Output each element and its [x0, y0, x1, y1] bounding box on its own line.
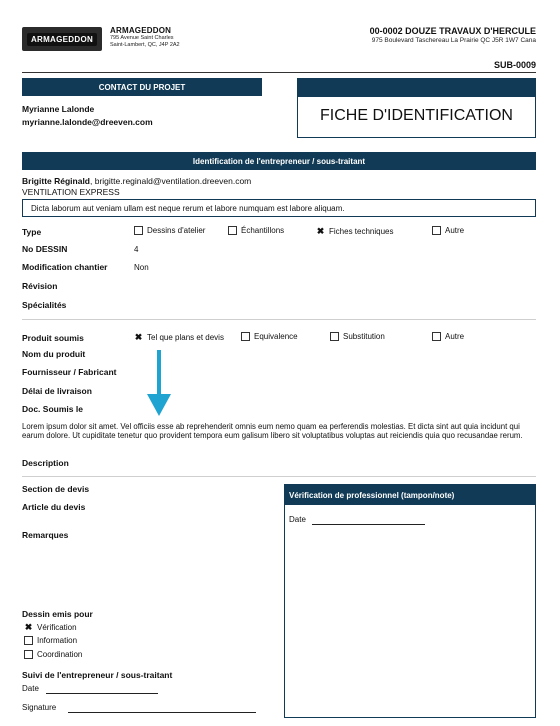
type-option-echantillons[interactable]: Échantillons — [228, 226, 284, 235]
fournisseur-label: Fournisseur / Fabricant — [22, 367, 117, 377]
contractor-company: VENTILATION EXPRESS — [22, 187, 120, 197]
verification-header: Vérification de professionnel (tampon/note) — [285, 485, 535, 505]
dessin-option-coordination[interactable]: Coordination — [24, 650, 82, 659]
suivi-label: Suivi de l'entrepreneur / sous-traitant — [22, 670, 173, 680]
verification-box — [284, 484, 536, 718]
checkbox-empty[interactable] — [228, 226, 237, 235]
description-text: Lorem ipsum dolor sit amet. Vel officiis esse ab reprehenderit omnis eum nemo quam ea perferendis molestias. Et dicta sint aut quia incidunt qui earum dolore. Ut cupiditate tenetur quo provident tempora eum galisum libero sit voluptatibus voluptas aut reiciendis quia quo recusandae rerum. — [22, 422, 523, 440]
type-label: Type — [22, 227, 42, 237]
contact-header: CONTACT DU PROJET — [22, 78, 262, 96]
section-devis-label: Section de devis — [22, 484, 90, 494]
delai-label: Délai de livraison — [22, 386, 92, 396]
contractor-note: Dicta laborum aut veniam ullam est neque rerum et labore numquam est labore aliquam. — [22, 199, 536, 217]
description-label: Description — [22, 458, 69, 468]
checkbox-empty[interactable] — [432, 226, 441, 235]
contact-email: myrianne.lalonde@dreeven.com — [22, 117, 153, 127]
modification-value: Non — [134, 263, 149, 272]
produit-option-equivalence[interactable]: Equivalence — [241, 332, 298, 341]
submission-code: SUB-0009 — [493, 60, 536, 70]
project-address: 975 Boulevard Taschereau La Prairie QC J5R 1W7 Cana — [371, 37, 536, 44]
checkbox-empty[interactable] — [24, 636, 33, 645]
checkbox-checked-icon[interactable]: ✖ — [316, 226, 325, 236]
modification-label: Modification chantier — [22, 262, 108, 272]
produit-option-autre[interactable]: Autre — [432, 332, 464, 341]
contact-name: Myrianne Lalonde — [22, 104, 95, 114]
date-label: Date — [22, 684, 39, 693]
signature-line[interactable] — [68, 712, 256, 713]
produit-label: Produit soumis — [22, 333, 84, 343]
article-devis-label: Article du devis — [22, 502, 86, 512]
type-option-dessins[interactable]: Dessins d'atelier — [134, 226, 205, 235]
specialites-label: Spécialités — [22, 300, 67, 310]
identification-header: Identification de l'entrepreneur / sous-traitant — [22, 152, 536, 170]
type-option-fiches[interactable]: ✖ Fiches techniques — [316, 226, 394, 236]
contractor-email: , brigitte.reginald@ventilation.dreeven.com — [90, 176, 252, 186]
checkbox-checked-icon[interactable]: ✖ — [24, 622, 33, 632]
revision-label: Révision — [22, 281, 58, 291]
section-divider — [22, 476, 536, 477]
checkbox-empty[interactable] — [241, 332, 250, 341]
checkbox-checked-icon[interactable]: ✖ — [134, 332, 143, 342]
company-address-line2: Saint-Lambert, QC, J4P 2A2 — [110, 41, 180, 48]
company-logo: ARMAGEDDON — [22, 27, 102, 51]
checkbox-empty[interactable] — [24, 650, 33, 659]
doc-soumis-label: Doc. Soumis le — [22, 404, 83, 414]
header-divider — [22, 72, 536, 73]
arrow-down-icon-head — [147, 394, 171, 416]
remarques-label: Remarques — [22, 530, 69, 540]
signature-label: Signature — [22, 703, 57, 712]
no-dessin-value: 4 — [134, 245, 139, 254]
checkbox-empty[interactable] — [134, 226, 143, 235]
fiche-title-bar — [298, 79, 535, 97]
company-address — [110, 35, 220, 48]
dessin-option-verification[interactable]: ✖ Vérification — [24, 622, 77, 632]
type-option-autre[interactable]: Autre — [432, 226, 464, 235]
fiche-title-box — [297, 78, 536, 138]
contractor-line — [22, 176, 251, 186]
verification-date-line[interactable] — [312, 524, 425, 525]
dessin-option-information[interactable]: Information — [24, 636, 77, 645]
date-line[interactable] — [46, 693, 158, 694]
checkbox-empty[interactable] — [432, 332, 441, 341]
company-name: ARMAGEDDON — [110, 26, 172, 35]
verification-date-label: Date — [289, 515, 306, 524]
produit-option-substitution[interactable]: Substitution — [330, 332, 385, 341]
fiche-title: FICHE D'IDENTIFICATION — [320, 107, 513, 124]
dessin-emis-label: Dessin emis pour — [22, 609, 93, 619]
project-title: 00-0002 DOUZE TRAVAUX D'HERCULE — [369, 26, 536, 36]
produit-option-tel-que[interactable]: ✖ Tel que plans et devis — [134, 332, 224, 342]
section-divider — [22, 319, 536, 320]
checkbox-empty[interactable] — [330, 332, 339, 341]
no-dessin-label: No DESSIN — [22, 244, 68, 254]
company-address-line1: 795 Avenue Saint Charles — [110, 35, 174, 41]
contractor-name: Brigitte Réginald — [22, 176, 91, 186]
nom-produit-label: Nom du produit — [22, 349, 86, 359]
arrow-down-icon — [157, 350, 161, 398]
